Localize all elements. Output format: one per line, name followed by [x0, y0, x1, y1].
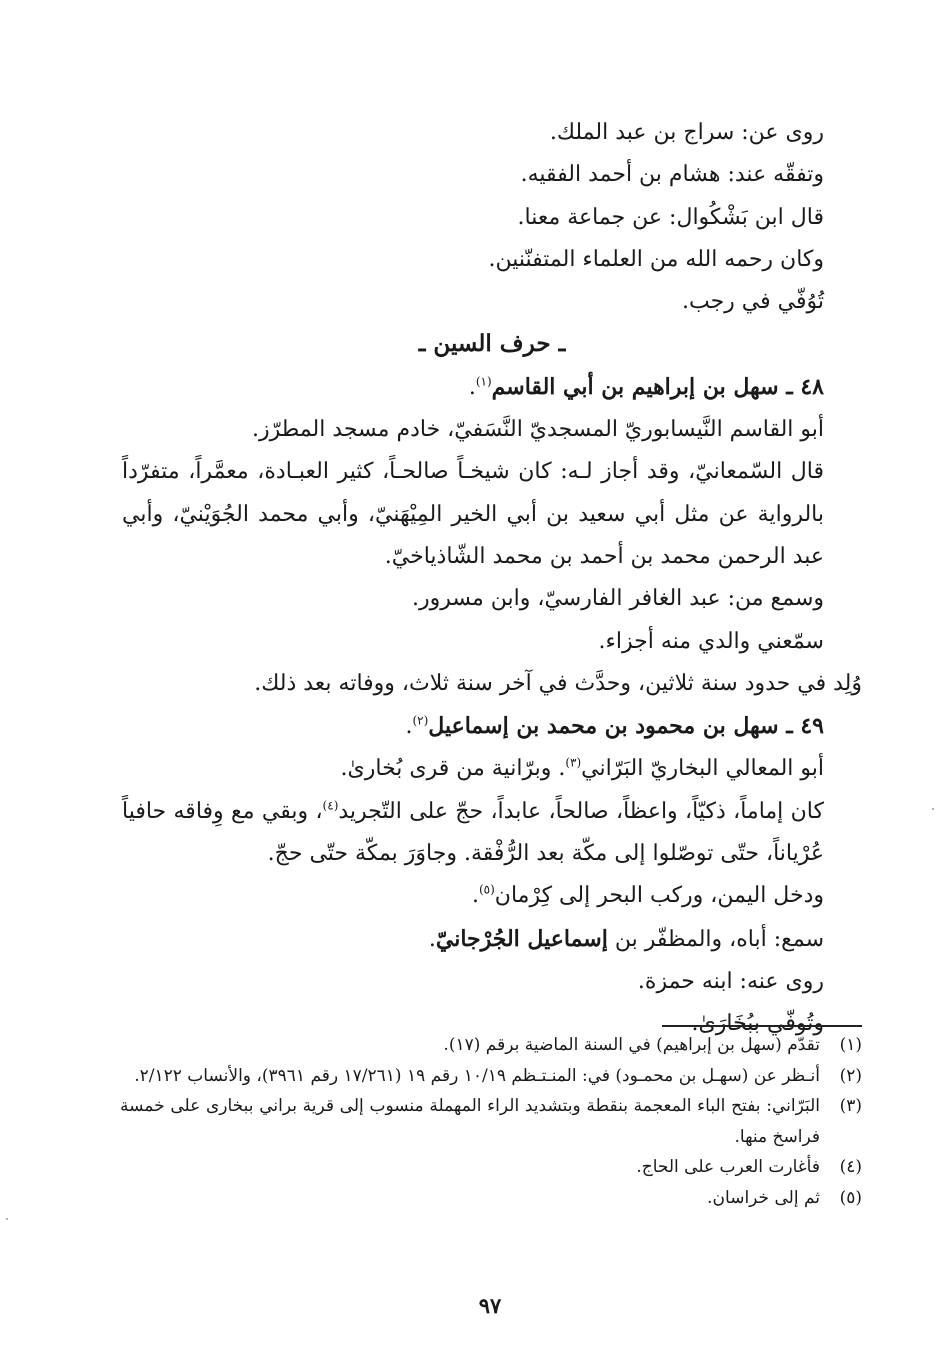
footnote-ref: (٣): [565, 756, 582, 771]
entry-heading-end: .: [468, 374, 476, 400]
footnote-text: تقدّم (سهل بن إبراهيم) في السنة الماضية برقم (١٧).: [443, 1035, 820, 1055]
footnote-ref: (٥): [478, 883, 495, 898]
entry-heading: [122, 366, 862, 409]
entry-heading-end: .: [405, 714, 413, 740]
entry-heading: [122, 705, 862, 748]
text-span: . وبرّانية من قرى بُخارىٰ.: [340, 756, 566, 782]
text-line: [122, 748, 862, 790]
scan-speck: [932, 808, 934, 810]
text-span: ، وبقي مع وِفاقه حافياً عُرْياناً، حتّى توصّلوا إلى مكّة بعد الرُّفْقة. وجاوَرَ بمكّة حتّى حجّ.: [122, 798, 824, 867]
text-span: سمع: أباه، والمظفّر بن: [607, 926, 824, 952]
footnote-number: (٣): [839, 1096, 862, 1116]
section-heading: ـ حرف السين ـ: [418, 330, 566, 358]
text-line: سمّعني والدي منه أجزاء.: [598, 628, 824, 654]
footnotes: [120, 1030, 862, 1213]
text-line: تُوُفّي في رجب.: [681, 289, 824, 315]
footnote-divider: [662, 1025, 862, 1027]
text-line: روى عن: سراج بن عبد الملك.: [549, 120, 824, 145]
text-span: .: [471, 883, 479, 909]
text-line: وتُوفّي ببُخَارَىٰ.: [691, 1011, 824, 1037]
footnote-number: (١): [839, 1035, 862, 1055]
footnote-ref: (٢): [412, 713, 429, 728]
text-span: كان إماماً، ذكيّاً، واعظاً، صالحاً، عابداً، حجّ على التّجريد: [338, 798, 824, 824]
text-span: .: [428, 926, 436, 952]
text-line: وُلِد في حدود سنة ثلاثين، وحدَّث في آخر سنة ثلاث، ووفاته بعد ذلك.: [254, 670, 862, 696]
text-span-bold: إسماعيل الجُرْجانيّ: [435, 925, 608, 952]
footnote: [120, 1183, 862, 1214]
text-line: قال ابن بَشْكُوال: عن جماعة معنا.: [517, 204, 824, 230]
footnote-number: (٢): [839, 1065, 862, 1086]
footnote-text: البَرّاني: بفتح الباء المعجمة بنقطة وبتشديد الراء المهملة منسوب إلى قرية براني ببخارى على خمسة فراسخ منها.: [120, 1096, 820, 1147]
scan-speck: [6, 1218, 8, 1220]
text-span: ودخل اليمن، وركب البحر إلى كِرْمان: [494, 883, 824, 909]
footnote: [120, 1030, 862, 1061]
footnote-number: (٥): [839, 1187, 862, 1208]
text-line: [122, 875, 862, 917]
footnote-ref: (١): [475, 374, 492, 389]
footnote-text: ثم إلى خراسان.: [707, 1187, 820, 1208]
footnote: [120, 1061, 862, 1092]
entry-heading-text: ٤٩ ـ سهل بن محمود بن محمد بن إسماعيل: [428, 713, 824, 740]
text-paragraph: [122, 791, 862, 876]
main-text: [122, 112, 862, 1046]
footnote: [120, 1152, 862, 1183]
entry-heading-text: ٤٨ ـ سهل بن إبراهيم بن أبي القاسم: [491, 373, 824, 400]
footnote-text: فأغارت العرب على الحاج.: [636, 1157, 820, 1177]
footnote-text: أنـظر عن (سهـل بن محمـود) في: المنـتـظم ١٠/١٩ رقم ١٩ (١٧/٢٦١ رقم ٣٩٦١)، والأنساب ٢/١٢٢.: [134, 1065, 820, 1086]
text-line: روى عنه: ابنه حمزة.: [637, 968, 824, 994]
footnote-number: (٤): [839, 1157, 862, 1177]
text-line: وكان رحمه الله من العلماء المتفنّنين.: [488, 246, 824, 272]
text-line: أبو القاسم النَّيسابوريّ المسجديّ النَّسَفيّ، خادم مسجد المطرّز.: [251, 417, 824, 443]
text-line: وتفقّه عند: هشام بن أحمد الفقيه.: [520, 162, 824, 188]
page-number: ٩٧: [478, 1293, 502, 1318]
footnote-ref: (٤): [322, 798, 339, 813]
text-paragraph: قال السّمعانيّ، وقد أجاز لـه: كان شيخـاً صالحـاً، كثير العبـادة، معمَّراً، متفرّداً بالرواية عن مثل أبي سعيد بن أبي الخير المِيْهَنيّ، وأبي محمد الجُوَيْنيّ، وأبي عبد الرحمن محمد بن أحمد بن محمد الشّاذياخيّ.: [122, 459, 824, 569]
text-span: أبو المعالي البخاريّ البَرّاني: [581, 756, 824, 782]
footnote: [120, 1091, 862, 1152]
text-line: وسمع من: عبد الغافر الفارسيّ، وابن مسرور.: [411, 586, 824, 612]
text-line: [122, 918, 862, 961]
